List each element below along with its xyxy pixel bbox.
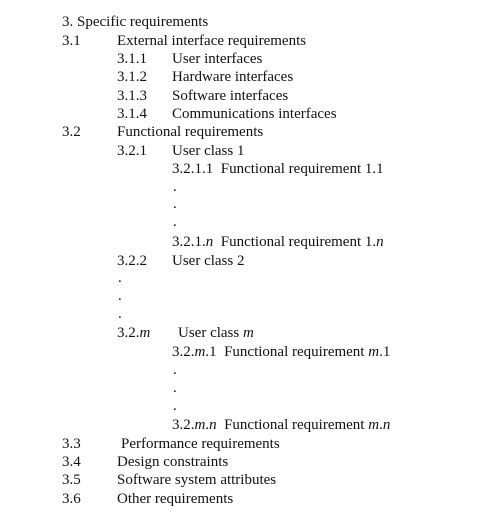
section-number: 3.3 bbox=[62, 436, 81, 452]
ellipsis-dot: . bbox=[118, 306, 122, 322]
subsection-number: 3.2.2 bbox=[117, 253, 147, 269]
section-number: 3.1 bbox=[62, 33, 81, 49]
section-number: 3.6 bbox=[62, 491, 81, 507]
subsection-number: 3.2.1 bbox=[117, 143, 147, 159]
requirement-title: Functional requirement 1.1 bbox=[220, 161, 384, 177]
requirement-line bbox=[172, 417, 390, 434]
section-title: Other requirements bbox=[117, 491, 234, 507]
ellipsis-dot: . bbox=[173, 179, 177, 195]
subsection-title: Communications interfaces bbox=[172, 106, 337, 122]
section-title: Design constraints bbox=[117, 454, 229, 470]
ellipsis-dot: . bbox=[173, 380, 177, 396]
section-heading: 3. Specific requirements bbox=[62, 14, 209, 30]
subsection-number: 3.1.3 bbox=[117, 88, 147, 104]
subsection-number: 3.1.4 bbox=[117, 106, 147, 122]
ellipsis-dot: . bbox=[173, 196, 177, 212]
subsection-title: User class m bbox=[178, 325, 254, 341]
ellipsis-dot: . bbox=[118, 288, 122, 304]
requirement-title: Functional requirement m.n bbox=[224, 417, 391, 433]
requirement-number: 3.2.m.1 bbox=[172, 344, 217, 360]
section-title: Performance requirements bbox=[121, 436, 280, 452]
requirement-title: Functional requirement 1.n bbox=[220, 234, 384, 250]
ellipsis-dot: . bbox=[173, 362, 177, 378]
requirement-line bbox=[172, 234, 384, 251]
section-title: External interface requirements bbox=[117, 33, 307, 49]
requirement-number: 3.2.1.n bbox=[172, 234, 214, 250]
section-number: 3.5 bbox=[62, 472, 81, 488]
section-title: Software system attributes bbox=[117, 472, 277, 488]
ellipsis-dot: . bbox=[118, 270, 122, 286]
ellipsis-dot: . bbox=[173, 214, 177, 230]
subsection-number: 3.2.m bbox=[117, 325, 151, 341]
requirement-title: Functional requirement m.1 bbox=[224, 344, 391, 360]
subsection-title: User class 2 bbox=[172, 253, 245, 269]
section-title: Functional requirements bbox=[117, 124, 264, 140]
requirement-line bbox=[172, 161, 384, 178]
subsection-number: 3.1.1 bbox=[117, 51, 147, 67]
subsection-title: Software interfaces bbox=[172, 88, 289, 104]
subsection-title: Hardware interfaces bbox=[172, 69, 294, 85]
requirement-number: 3.2.1.1 bbox=[172, 161, 214, 177]
subsection-title: User interfaces bbox=[172, 51, 263, 67]
section-number: 3.2 bbox=[62, 124, 81, 140]
subsection-number: 3.1.2 bbox=[117, 69, 147, 85]
section-number: 3.4 bbox=[62, 454, 81, 470]
requirement-number: 3.2.m.n bbox=[172, 417, 217, 433]
subsection-title: User class 1 bbox=[172, 143, 245, 159]
requirement-line bbox=[172, 344, 390, 361]
ellipsis-dot: . bbox=[173, 398, 177, 414]
